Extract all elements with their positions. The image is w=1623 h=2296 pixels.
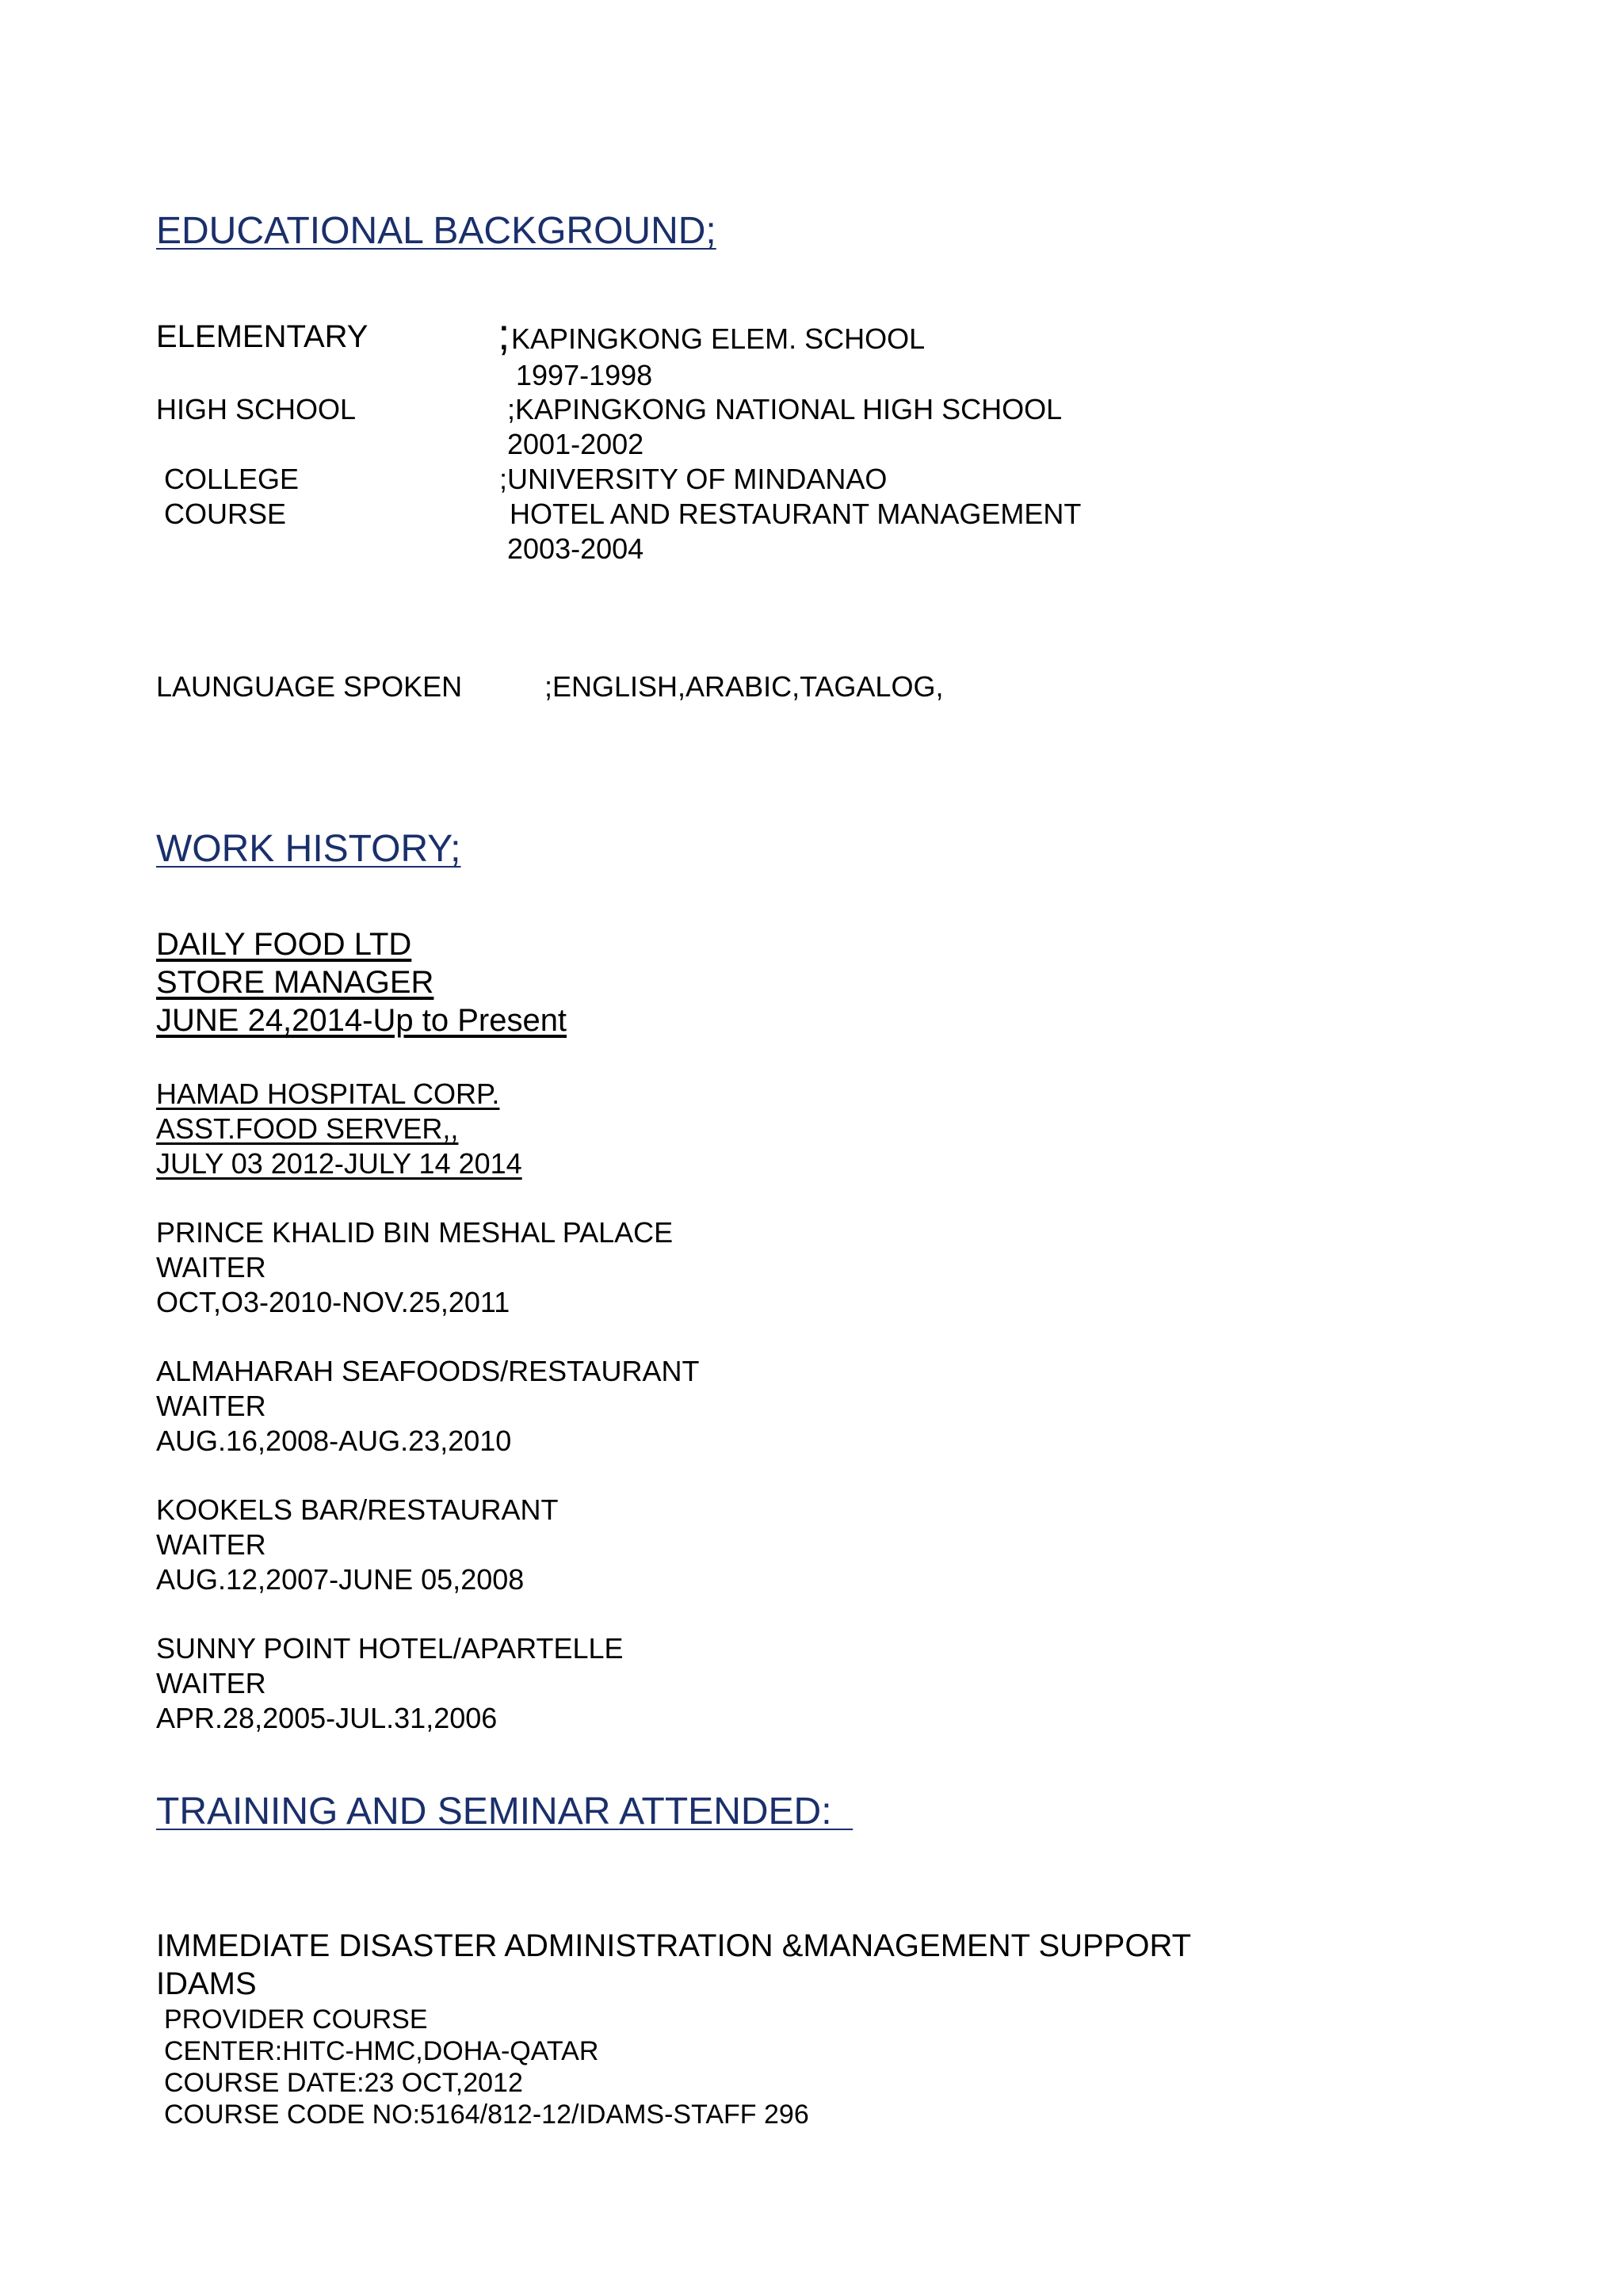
training-provider: PROVIDER COURSE — [164, 2004, 428, 2035]
course-name: HOTEL AND RESTAURANT MANAGEMENT — [510, 498, 1082, 530]
training-center: CENTER:HITC-HMC,DOHA-QATAR — [164, 2036, 599, 2066]
job-company: PRINCE KHALID BIN MESHAL PALACE — [156, 1216, 674, 1249]
job-position: WAITER — [156, 1251, 266, 1283]
college-school: ;UNIVERSITY OF MINDANAO — [499, 463, 888, 495]
job-position: WAITER — [156, 1390, 266, 1422]
training-title-line1: IMMEDIATE DISASTER ADMINISTRATION &MANAGEMENT SUPPORT — [156, 1928, 1192, 1963]
language-value: ;ENGLISH,ARABIC,TAGALOG, — [544, 670, 944, 703]
job-dates: JUNE 24,2014-Up to Present — [156, 1003, 567, 1038]
training-course-date: COURSE DATE:23 OCT,2012 — [164, 2068, 523, 2098]
job-position: WAITER — [156, 1528, 266, 1561]
college-label: COLLEGE — [164, 463, 300, 495]
elementary-school: KAPINGKONG ELEM. SCHOOL — [511, 322, 926, 355]
job-dates: AUG.16,2008-AUG.23,2010 — [156, 1425, 512, 1457]
job-dates: JULY 03 2012-JULY 14 2014 — [156, 1147, 522, 1180]
work-heading: WORK HISTORY; — [156, 828, 461, 870]
training-course-code: COURSE CODE NO:5164/812-12/IDAMS-STAFF 296 — [164, 2100, 809, 2130]
job-company: HAMAD HOSPITAL CORP. — [156, 1077, 500, 1110]
elementary-years: 1997-1998 — [516, 359, 653, 391]
training-heading: TRAINING AND SEMINAR ATTENDED: — [156, 1791, 854, 1833]
highschool-school: ;KAPINGKONG NATIONAL HIGH SCHOOL — [507, 393, 1063, 425]
highschool-label: HIGH SCHOOL — [156, 393, 357, 425]
college-years: 2003-2004 — [507, 532, 644, 565]
job-dates: AUG.12,2007-JUNE 05,2008 — [156, 1563, 525, 1596]
job-company: SUNNY POINT HOTEL/APARTELLE — [156, 1632, 624, 1665]
course-label: COURSE — [164, 498, 287, 530]
job-company: ALMAHARAH SEAFOODS/RESTAURANT — [156, 1355, 700, 1387]
elementary-label: ELEMENTARY — [156, 319, 369, 354]
job-dates: APR.28,2005-JUL.31,2006 — [156, 1702, 498, 1734]
elementary-semicolon: ; — [498, 309, 510, 359]
education-heading: EDUCATIONAL BACKGROUND; — [156, 210, 716, 252]
job-position: WAITER — [156, 1667, 266, 1699]
job-dates: OCT,O3-2010-NOV.25,2011 — [156, 1286, 510, 1318]
job-company: DAILY FOOD LTD — [156, 927, 412, 962]
language-label: LAUNGUAGE SPOKEN — [156, 670, 463, 703]
job-position: ASST.FOOD SERVER,, — [156, 1112, 459, 1145]
highschool-years: 2001-2002 — [507, 428, 644, 460]
training-title-line2: IDAMS — [156, 1966, 257, 2001]
job-company: KOOKELS BAR/RESTAURANT — [156, 1493, 559, 1526]
job-position: STORE MANAGER — [156, 965, 434, 1000]
